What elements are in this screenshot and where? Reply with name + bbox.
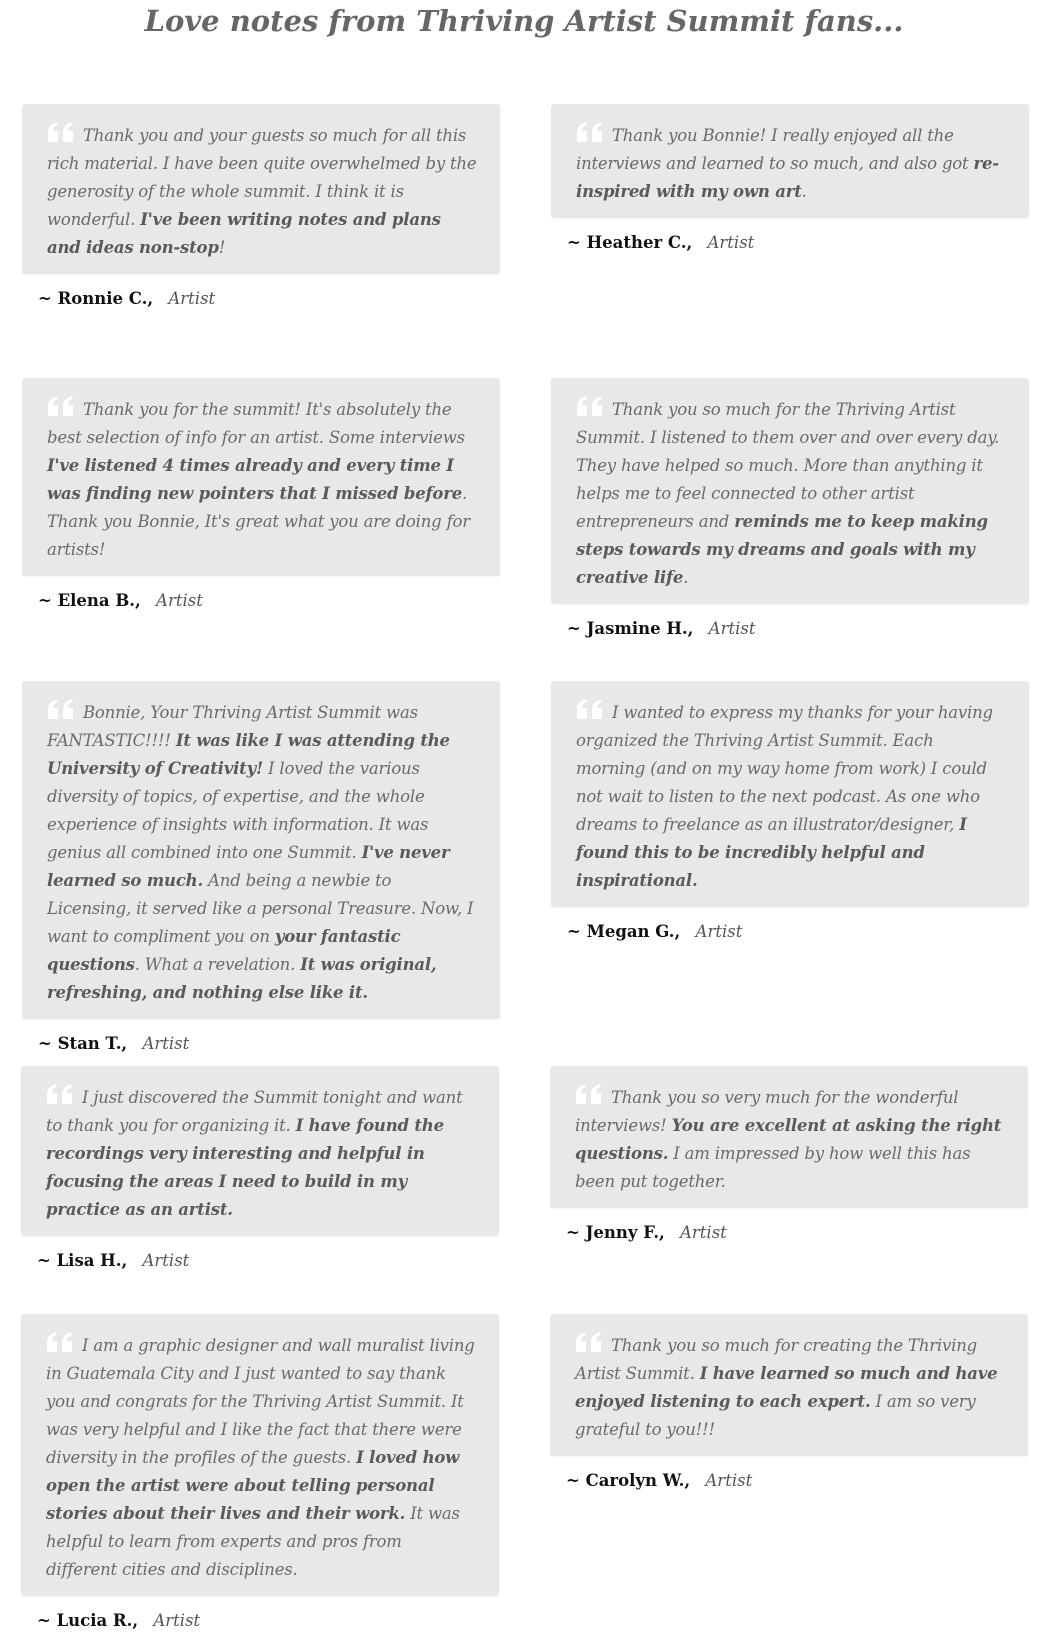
author-name: ~ Ronnie C., — [38, 289, 154, 308]
testimonial-card — [551, 104, 1029, 256]
testimonial-attribution — [551, 919, 1029, 945]
quote-text: Thank you Bonnie! I really enjoyed all the interviews and learned to so much, and also got — [576, 126, 974, 173]
author-name: ~ Lisa H., — [37, 1251, 128, 1270]
author-name: ~ Jasmine H., — [567, 619, 694, 638]
quote-highlight: I loved how open the artist were about telling personal stories about their lives and their work. — [46, 1448, 460, 1523]
quote-highlight: I found this to be incredibly helpful and inspirational. — [576, 815, 967, 890]
testimonial-attribution — [22, 1031, 500, 1057]
testimonial-attribution — [22, 588, 500, 614]
author-name: ~ Lucia R., — [37, 1611, 139, 1630]
quote-text: Bonnie, Your Thriving Artist Summit was FANTASTIC!!!! — [47, 703, 418, 750]
author-name: ~ Heather C., — [567, 233, 693, 252]
testimonial-quote — [22, 104, 500, 274]
testimonial-quote — [22, 378, 500, 576]
quote-highlight: I've never learned so much. — [47, 843, 450, 890]
testimonial-card — [22, 104, 500, 312]
testimonial-attribution — [551, 616, 1029, 642]
author-role: Artist — [680, 1223, 727, 1242]
testimonial-attribution — [551, 230, 1029, 256]
quote-text: . — [801, 182, 807, 201]
quote-text: Thank you so very much for the wonderful interviews! — [575, 1088, 959, 1135]
author-name: ~ Jenny F., — [566, 1223, 665, 1242]
testimonial-attribution — [21, 1248, 499, 1274]
page-title: Love notes from Thriving Artist Summit fans... — [144, 4, 904, 38]
quote-highlight: reminds me to keep making steps towards my dreams and goals with my creative life — [576, 512, 988, 587]
quote-text: I loved the various diversity of topics, of expertise, and the whole experience of insights with information. It was genius all combined into one Summit. — [47, 759, 429, 862]
testimonial-quote — [21, 1066, 499, 1236]
quote-text: Thank you so much for creating the Thriving Artist Summit. — [575, 1336, 977, 1383]
testimonial-card — [551, 378, 1029, 642]
quote-highlight: I've been writing notes and plans and ideas non-stop — [47, 210, 441, 257]
author-role: Artist — [707, 233, 755, 252]
quote-mark-icon — [46, 1332, 76, 1352]
author-name: ~ Elena B., — [38, 591, 141, 610]
quote-highlight: I have found the recordings very interesting and helpful in focusing the areas I need to build in my practice as an artist. — [46, 1116, 444, 1219]
quote-mark-icon — [575, 1332, 605, 1352]
author-role: Artist — [708, 619, 756, 638]
testimonial-quote — [551, 104, 1029, 218]
quote-text: I just discovered the Summit tonight and want to thank you for organizing it. — [46, 1088, 463, 1135]
quote-text: Thank you for the summit! It's absolutely the best selection of info for an artist. Some interviews — [47, 400, 465, 447]
author-role: Artist — [695, 922, 743, 941]
quote-highlight: It was like I was attending the University of Creativity! — [47, 731, 450, 778]
author-role: Artist — [168, 289, 216, 308]
testimonial-card — [22, 681, 500, 1057]
testimonial-attribution — [22, 286, 500, 312]
author-name: ~ Stan T., — [38, 1034, 128, 1053]
quote-mark-icon — [47, 396, 77, 416]
testimonial-card — [22, 378, 500, 614]
author-name: ~ Carolyn W., — [566, 1471, 691, 1490]
author-role: Artist — [142, 1034, 190, 1053]
quote-text: Thank you and your guests so much for all this rich material. I have been quite overwhelmed by the generosity of the whole summit. I think it is wonderful. — [47, 126, 477, 229]
quote-text: And being a newbie to Licensing, it served like a personal Treasure. Now, I want to compliment you on — [47, 871, 474, 946]
quote-highlight: You are excellent at asking the right questions. — [575, 1116, 1002, 1163]
testimonial-attribution — [550, 1468, 1028, 1494]
quote-text: I wanted to express my thanks for your having organized the Thriving Artist Summit. Each morning (and on my way home from work) I could not wait to listen to the next podcast. As one who dreams to freelance as an illustrator/designer, — [576, 703, 993, 834]
testimonial-quote — [551, 378, 1029, 604]
quote-mark-icon — [47, 699, 77, 719]
quote-text: I am so very grateful to you!!! — [575, 1392, 976, 1439]
quote-highlight: your fantastic questions — [47, 927, 401, 974]
quote-mark-icon — [47, 122, 77, 142]
author-name: ~ Megan G., — [567, 922, 681, 941]
quote-text: . What a revelation. — [134, 955, 301, 974]
author-role: Artist — [153, 1611, 201, 1630]
quote-mark-icon — [576, 699, 606, 719]
testimonial-quote — [550, 1066, 1028, 1208]
quote-highlight: I've listened 4 times already and every time I was finding new pointers that I missed before — [47, 456, 463, 503]
quote-text: Thank you so much for the Thriving Artist Summit. I listened to them over and over every day. They have helped so much. More than anything it helps me to feel connected to other artist entrepreneurs and — [576, 400, 1000, 531]
quote-text: It was helpful to learn from experts and pros from different cities and disciplines. — [46, 1504, 460, 1579]
quote-text: ! — [218, 238, 226, 257]
author-role: Artist — [156, 591, 203, 610]
testimonial-quote — [550, 1314, 1028, 1456]
testimonial-card — [21, 1314, 499, 1634]
author-role: Artist — [142, 1251, 190, 1270]
testimonial-quote — [21, 1314, 499, 1596]
testimonial-card — [550, 1314, 1028, 1494]
quote-mark-icon — [46, 1084, 76, 1104]
testimonial-card — [551, 681, 1029, 945]
author-role: Artist — [705, 1471, 753, 1490]
quote-highlight: I have learned so much and have enjoyed listening to each expert. — [575, 1364, 998, 1411]
quote-text: I am impressed by how well this has been put together. — [575, 1144, 971, 1191]
testimonial-attribution — [21, 1608, 499, 1634]
quote-mark-icon — [575, 1084, 605, 1104]
quote-text: . — [683, 568, 689, 587]
quote-highlight: re-inspired with my own art — [576, 154, 999, 201]
testimonial-quote — [551, 681, 1029, 907]
quote-text: . Thank you Bonnie, It's great what you are doing for artists! — [47, 484, 470, 559]
quote-text: I am a graphic designer and wall muralist living in Guatemala City and I just wanted to say thank you and congrats for the Thriving Artist Summit. It was very helpful and I like the fact that there were diversity in the profiles of the guests. — [46, 1336, 475, 1467]
quote-mark-icon — [576, 122, 606, 142]
testimonial-quote — [22, 681, 500, 1019]
testimonial-attribution — [550, 1220, 1028, 1246]
quote-mark-icon — [576, 396, 606, 416]
testimonial-card — [21, 1066, 499, 1274]
quote-highlight: It was original, refreshing, and nothing else like it. — [47, 955, 437, 1002]
testimonial-card — [550, 1066, 1028, 1246]
